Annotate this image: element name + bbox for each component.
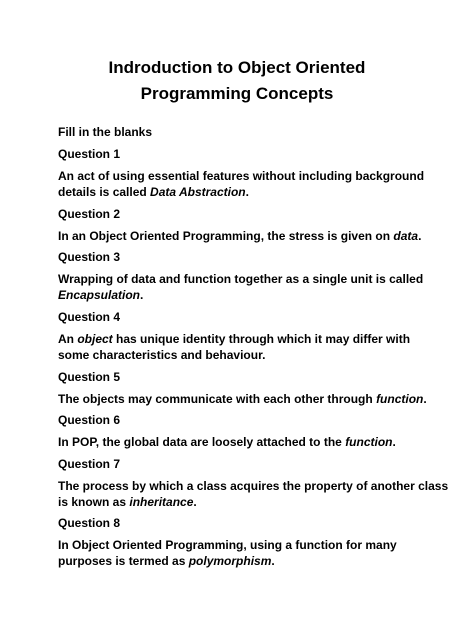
question-3-label: Question 3 xyxy=(58,250,121,264)
question-3-punct: . xyxy=(140,288,144,302)
question-1-punct: . xyxy=(245,185,249,199)
question-2-answer: data xyxy=(393,229,419,243)
question-5-text: The objects may communicate with each other through xyxy=(58,392,377,406)
question-3-answer: Encapsulation xyxy=(58,288,141,302)
question-1-text: details is called xyxy=(58,185,151,199)
question-2-text: In an Object Oriented Programming, the stress is given on xyxy=(58,229,394,243)
question-5-text-line-1 xyxy=(58,390,438,408)
question-5-answer: function xyxy=(376,392,424,406)
question-1-text-line-2 xyxy=(58,183,438,201)
question-8-label: Question 8 xyxy=(58,516,121,530)
section-intro: Fill in the blanks xyxy=(58,125,153,139)
title-line-1: Indroduction to Object Oriented xyxy=(108,58,366,77)
question-4-label: Question 4 xyxy=(58,310,121,324)
question-4-text-line-2: some characteristics and behaviour. xyxy=(58,348,266,362)
question-8-text-line-2 xyxy=(58,552,438,570)
question-1-label: Question 1 xyxy=(58,147,121,161)
question-2-punct: . xyxy=(418,229,422,243)
question-8-text-line-1: In Object Oriented Programming, using a function for many xyxy=(58,538,397,552)
question-7-text-line-1: The process by which a class acquires the property of another class xyxy=(58,479,449,493)
question-8-answer: polymorphism xyxy=(188,554,272,568)
question-3-text-line-1: Wrapping of data and function together as a single unit is called xyxy=(58,272,424,286)
question-6-text: In POP, the global data are loosely attached to the xyxy=(58,435,346,449)
question-2-label: Question 2 xyxy=(58,207,121,221)
question-8-punct: . xyxy=(271,554,275,568)
question-8-text: purposes is termed as xyxy=(58,554,189,568)
question-4-answer: object xyxy=(77,332,113,346)
question-1-answer: Data Abstraction xyxy=(150,185,246,199)
question-4-text-post: has unique identity through which it may differ with xyxy=(112,332,411,346)
question-7-label: Question 7 xyxy=(58,457,121,471)
question-7-punct: . xyxy=(193,495,197,509)
page-title xyxy=(0,55,474,107)
question-6-punct: . xyxy=(392,435,396,449)
question-4-text-pre: An xyxy=(58,332,78,346)
question-6-text-line-1 xyxy=(58,433,438,451)
question-3-text-line-2 xyxy=(58,286,438,304)
question-6-answer: function xyxy=(345,435,393,449)
title-line-2: Programming Concepts xyxy=(140,84,334,103)
question-2-text-line-1 xyxy=(58,227,438,245)
question-7-text: is known as xyxy=(58,495,130,509)
question-5-label: Question 5 xyxy=(58,370,121,384)
question-6-label: Question 6 xyxy=(58,413,121,427)
question-7-text-line-2 xyxy=(58,493,438,511)
question-5-punct: . xyxy=(423,392,427,406)
question-1-text-line-1: An act of using essential features without including background xyxy=(58,169,425,183)
question-7-answer: inheritance xyxy=(129,495,194,509)
